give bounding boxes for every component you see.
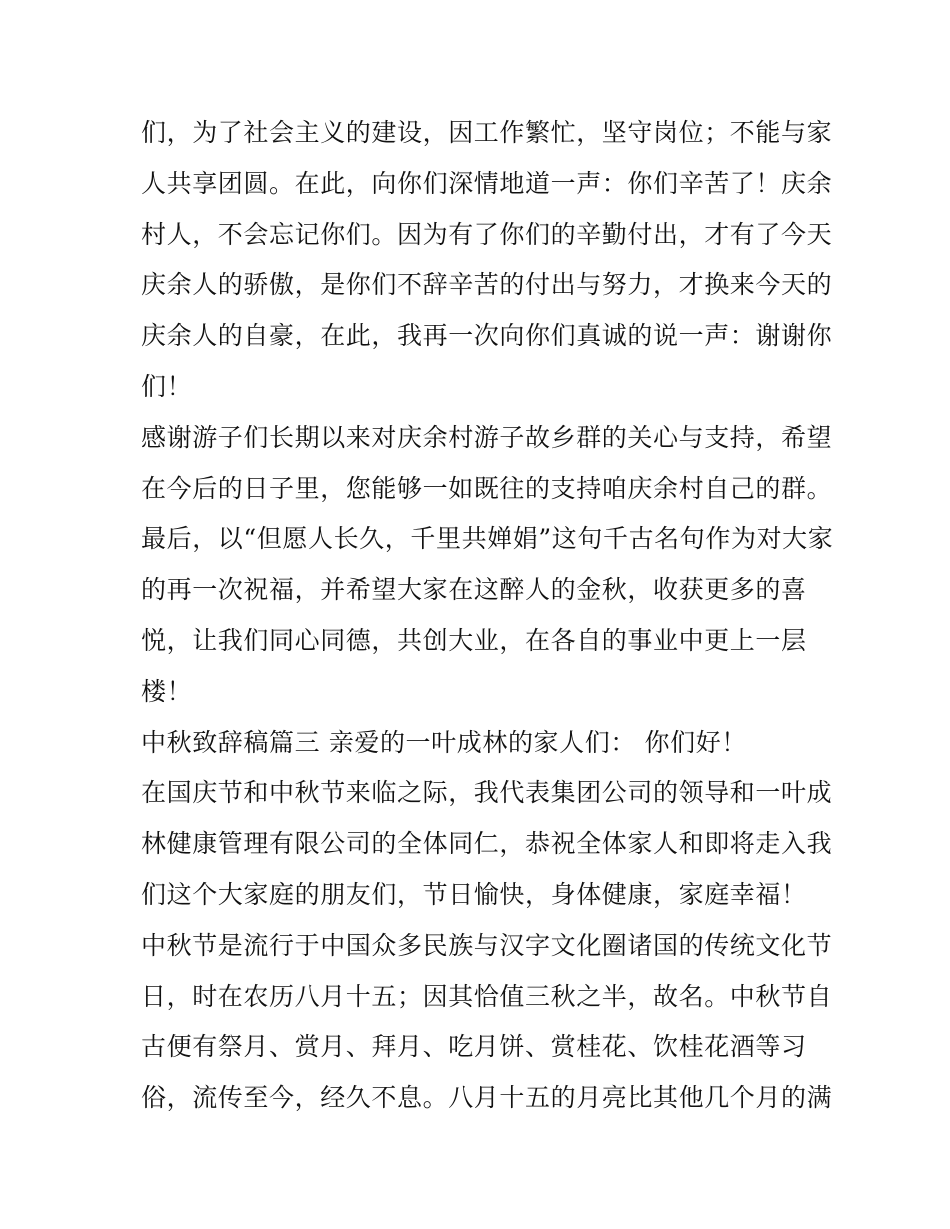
document-body [141,108,834,1124]
text-line: 人共享团圆。在此，向你们深情地道一声：你们辛苦了！庆余 [141,168,833,198]
section-heading-line: 中秋致辞稿篇三 亲爱的一叶成林的家人们： 你们好！ [141,727,747,757]
text-line: 林健康管理有限公司的全体同仁，恭祝全体家人和即将走入我 [141,829,833,859]
text-line: 的再一次祝福，并希望大家在这醉人的金秋，收获更多的喜 [141,575,807,605]
text-line: 们，为了社会主义的建设，因工作繁忙，坚守岗位；不能与家 [141,118,833,147]
text-line: 庆余人的自豪，在此，我再一次向你们真诚的说一声：谢谢你 [141,321,833,351]
text-line: 们！ [141,371,193,401]
text-line: 庆余人的骄傲，是你们不辞辛苦的付出与努力，才换来今天的 [141,270,833,300]
text-line: 们这个大家庭的朋友们，节日愉快，身体健康，家庭幸福！ [141,879,807,909]
text-line: 在国庆节和中秋节来临之际，我代表集团公司的领导和一叶成 [141,778,833,808]
text-line: 古便有祭月、赏月、拜月、吃月饼、赏桂花、饮桂花酒等习 [141,1032,807,1062]
text-line: 村人，不会忘记你们。因为有了你们的辛勤付出，才有了今天 [141,219,833,249]
text-line: 悦，让我们同心同德，共创大业，在各自的事业中更上一层 [141,625,807,655]
text-line: 最后，以“但愿人长久，千里共婵娟”这句千古名句作为对大家 [141,524,834,554]
text-line: 中秋节是流行于中国众多民族与汉字文化圈诸国的传统文化节 [141,930,833,960]
text-line: 俗，流传至今，经久不息。八月十五的月亮比其他几个月的满 [141,1083,833,1113]
text-line: 在今后的日子里，您能够一如既往的支持咱庆余村自己的群。 [141,473,833,503]
text-line: 日，时在农历八月十五；因其恰值三秋之半，故名。中秋节自 [141,981,833,1011]
text-line: 感谢游子们长期以来对庆余村游子故乡群的关心与支持，希望 [141,422,833,452]
text-line: 楼！ [141,676,193,706]
